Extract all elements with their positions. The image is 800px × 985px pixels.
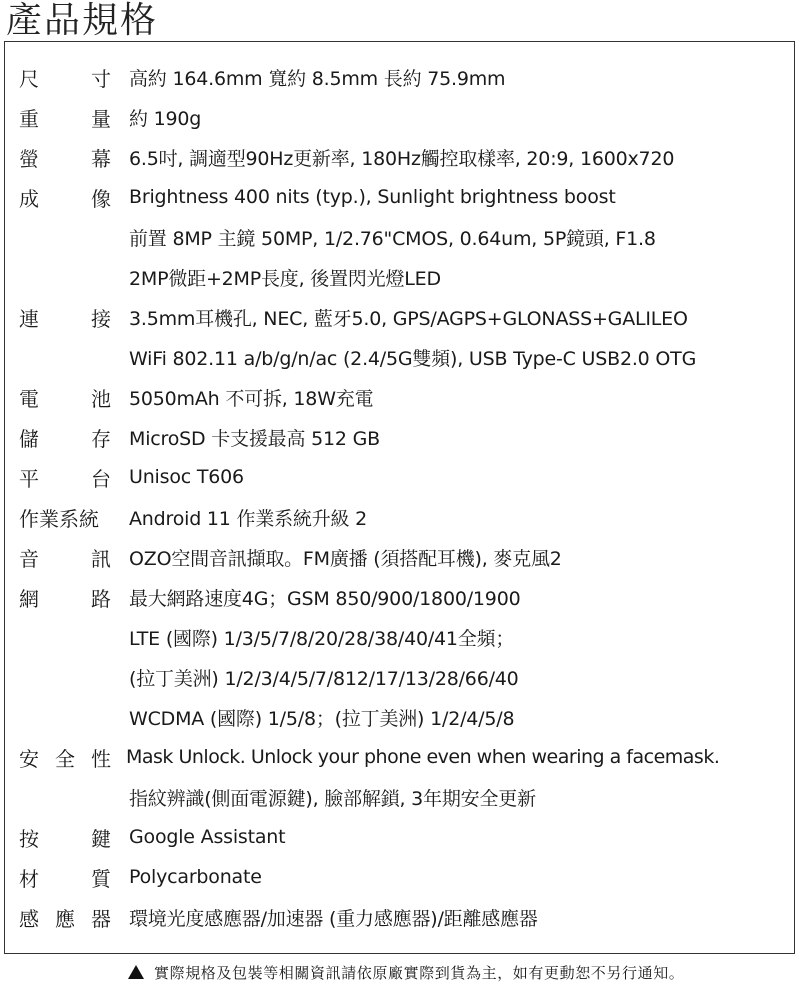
spec-value-buttons: Google Assistant bbox=[129, 826, 286, 848]
spec-value-network-line1: 最大網路速度4G；GSM 850/900/1800/1900 bbox=[129, 587, 521, 610]
spec-value-security-line1: Mask Unlock. Unlock your phone even when wearing a facemask. bbox=[126, 746, 720, 768]
spec-label-os: 作業系統 bbox=[19, 506, 99, 531]
spec-label-weight: 重 量 bbox=[19, 106, 111, 131]
spec-value-network-line2: LTE (國際) 1/3/5/7/8/20/28/38/40/41全頻； bbox=[129, 627, 515, 650]
spec-value-os: Android 11 作業系統升級 2 bbox=[129, 507, 368, 530]
spec-value-security-line2: 指紋辨識(側面電源鍵), 臉部解鎖, 3年期安全更新 bbox=[129, 787, 536, 810]
spec-label-network: 網 路 bbox=[19, 586, 111, 611]
spec-table bbox=[4, 41, 795, 954]
spec-label-size: 尺 寸 bbox=[19, 66, 111, 91]
spec-label-security: 安 全 性 bbox=[19, 746, 111, 771]
spec-value-size: 高約 164.6mm 寬約 8.5mm 長約 75.9mm bbox=[129, 67, 506, 90]
spec-value-battery: 5050mAh 不可拆, 18W充電 bbox=[129, 387, 374, 410]
spec-label-connectivity: 連 接 bbox=[19, 306, 111, 331]
spec-value-connectivity-line2: WiFi 802.11 a/b/g/n/ac (2.4/5G雙頻), USB Type-C USB2.0 OTG bbox=[129, 347, 697, 370]
spec-value-network-line3: (拉丁美洲) 1/2/3/4/5/7/812/17/13/28/66/40 bbox=[129, 667, 519, 690]
spec-label-platform: 平 台 bbox=[19, 466, 111, 491]
spec-value-material: Polycarbonate bbox=[129, 866, 262, 888]
disclaimer-text: 實際規格及包裝等相關資訊請依原廠實際到貨為主，如有更動恕不另行通知。 bbox=[154, 963, 685, 982]
disclaimer-note bbox=[128, 961, 684, 983]
spec-value-connectivity-line1: 3.5mm耳機孔, NEC, 藍牙5.0, GPS/AGPS+GLONASS+GALILEO bbox=[129, 307, 688, 330]
spec-value-sensors: 環境光度感應器/加速器 (重力感應器)/距離感應器 bbox=[129, 907, 538, 930]
spec-value-audio: OZO空間音訊擷取。FM廣播 (須搭配耳機), 麥克風2 bbox=[129, 547, 562, 570]
spec-label-audio: 音 訊 bbox=[19, 546, 111, 571]
spec-value-imaging-line2: 前置 8MP 主鏡 50MP, 1/2.76"CMOS, 0.64um, 5P鏡頭, F1.8 bbox=[129, 227, 656, 250]
spec-value-imaging-line1: Brightness 400 nits (typ.), Sunlight brightness boost bbox=[129, 186, 616, 208]
spec-label-imaging: 成 像 bbox=[19, 186, 111, 211]
spec-value-imaging-line3: 2MP微距+2MP長度, 後置閃光燈LED bbox=[129, 267, 441, 290]
spec-value-weight: 約 190g bbox=[129, 107, 202, 130]
spec-value-network-line4: WCDMA (國際) 1/5/8；(拉丁美洲) 1/2/4/5/8 bbox=[129, 707, 515, 730]
spec-label-battery: 電 池 bbox=[19, 386, 111, 411]
spec-label-display: 螢 幕 bbox=[19, 146, 111, 171]
spec-label-buttons: 按 鍵 bbox=[19, 826, 111, 851]
spec-label-material: 材 質 bbox=[19, 866, 111, 891]
spec-value-platform: Unisoc T606 bbox=[129, 466, 244, 488]
warning-triangle-icon bbox=[128, 965, 144, 979]
spec-label-sensors: 感 應 器 bbox=[19, 906, 111, 931]
spec-label-storage: 儲 存 bbox=[19, 426, 111, 451]
page-title: 產品規格 bbox=[6, 0, 159, 41]
spec-value-display: 6.5吋, 調適型90Hz更新率, 180Hz觸控取樣率, 20:9, 1600x720 bbox=[129, 147, 675, 170]
spec-value-storage: MicroSD 卡支援最高 512 GB bbox=[129, 427, 380, 450]
